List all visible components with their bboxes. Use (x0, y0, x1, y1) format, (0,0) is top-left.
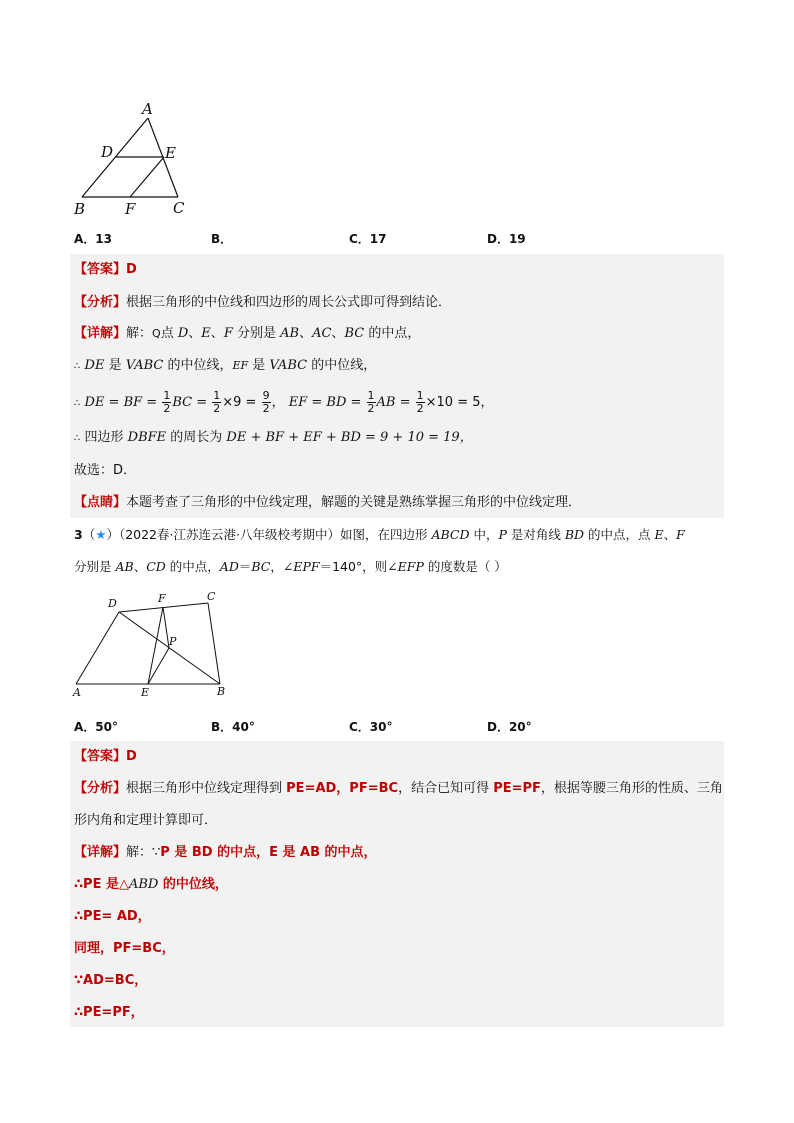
detail-text: 同理，PF=BC， (74, 941, 175, 956)
detail-text: 是 (104, 358, 126, 373)
comment-tag: 【点睛】 (74, 495, 127, 510)
question-text: 、 (663, 527, 677, 542)
q3-analysis-line-1 (74, 779, 723, 799)
detail-tag: 【详解】 (74, 845, 127, 860)
quadrilateral-figure (68, 588, 238, 700)
q2-option-b[interactable]: B． (211, 232, 233, 246)
math-expr: ×10 = 5， (425, 395, 494, 410)
q3-option-c[interactable]: C．30° (349, 720, 393, 734)
detail-text: ∴PE 是△ (74, 877, 129, 892)
math-var: F (223, 326, 233, 341)
label-a: A (142, 100, 153, 118)
q2-detail-line-1 (74, 324, 720, 344)
math-expr: ×9 = (222, 395, 261, 410)
q2-solution-block (70, 254, 724, 518)
analysis-tag: 【分析】 (74, 781, 127, 796)
q3-detail-line-6 (74, 1003, 720, 1023)
analysis-text: 根据三角形中位线定理得到 (126, 781, 287, 796)
q2-comment-line (74, 493, 720, 513)
detail-text: 、 (299, 326, 313, 341)
math-var: VABC (125, 358, 164, 373)
question-text: 中， (469, 527, 499, 542)
q2-answer-line (74, 260, 720, 280)
analysis-text: PE=PF (493, 781, 541, 796)
math-var: DE (84, 358, 105, 373)
seg-ad (76, 612, 119, 684)
detail-text: 分别是 (232, 326, 281, 341)
paren: ） (106, 527, 119, 542)
math-var: D (177, 326, 189, 341)
detail-text: 、 (210, 326, 224, 341)
math-var: DBFE (127, 430, 167, 445)
math-expr: DE + BF + EF + BD = 9 + 10 = 19， (226, 430, 473, 445)
label-b: B (217, 685, 226, 698)
label-e: E (165, 144, 176, 162)
q3-detail-line-3 (74, 907, 720, 927)
detail-text: 是 (248, 358, 270, 373)
q3-answer-line (74, 747, 720, 767)
question-text: ， (270, 559, 283, 574)
q3-detail-line-2 (74, 875, 720, 895)
detail-text: 的中位线， (158, 877, 228, 892)
answer-tag: 【答案】 (74, 749, 127, 764)
question-text: 是对角线 (506, 527, 565, 542)
analysis-tag: 【分析】 (74, 295, 127, 310)
math-var: E (201, 326, 211, 341)
detail-text: ， (271, 395, 285, 410)
math-var: AB (280, 326, 300, 341)
analysis-text: ，根据等腰三角形的性质、三角 (540, 781, 723, 796)
q2-analysis-line (74, 293, 720, 313)
question-text: 的中点，点 (584, 527, 655, 542)
q3-option-d[interactable]: D．20° (487, 720, 532, 734)
detail-tag: 【详解】 (74, 326, 127, 341)
math-expr: BC = (172, 395, 212, 410)
question-text: 的度数是（ ） (423, 559, 507, 574)
math-var: VABC (269, 358, 308, 373)
q3-question-line-1 (74, 525, 685, 545)
question-number: 3 (74, 527, 83, 542)
q2-detail-line-4 (74, 428, 720, 449)
q3-analysis-line-2 (74, 811, 720, 831)
answer-tag: 【答案】 (74, 262, 127, 277)
q3-detail-line-5 (74, 971, 720, 991)
q2-option-c[interactable]: C．17 (349, 232, 387, 246)
fraction: $\frac{1}{2}$ (213, 389, 221, 415)
comment-text: 本题考查了三角形的中位线定理，解题的关键是熟练掌握三角形的中位线定理． (126, 495, 582, 510)
analysis-text: PE=AD，PF=BC (286, 781, 399, 796)
therefore-symbol: ∴ (74, 361, 81, 372)
label-e: E (141, 686, 150, 699)
math-expr: AB = (376, 395, 415, 410)
q3-option-b[interactable]: B．40° (211, 720, 255, 734)
math-var: CD (146, 559, 166, 574)
detail-text: 、 (188, 326, 202, 341)
fraction: $\frac{1}{2}$ (163, 389, 171, 415)
detail-text: 四边形 (84, 430, 128, 445)
fraction: $\frac{1}{2}$ (367, 389, 375, 415)
detail-text: 故选：D． (74, 463, 137, 478)
label-a: A (73, 686, 81, 699)
math-var: BC (344, 326, 365, 341)
question-text: （2022春·江苏连云港·八年级校考期中）如图，在四边形 (118, 527, 432, 542)
math-var: F (676, 527, 685, 542)
detail-text: 点 (160, 326, 178, 341)
detail-symbol: Q (152, 327, 161, 340)
math-var: ∠EFP (387, 559, 424, 574)
label-d: D (101, 143, 114, 161)
analysis-text: 形内角和定理计算即可． (74, 813, 218, 828)
seg-ef (148, 607, 163, 684)
math-var: AB (115, 559, 134, 574)
detail-text: 解：∵ (126, 845, 161, 860)
q3-option-a[interactable]: A．50° (74, 720, 118, 734)
star-icon: ★ (95, 527, 107, 542)
q3-detail-line-1 (74, 843, 720, 863)
analysis-text: ，结合已知可得 (398, 781, 494, 796)
math-var: ABD (128, 877, 159, 892)
question-text: 、 (133, 559, 147, 574)
therefore-symbol: ∴ (74, 433, 81, 444)
detail-text: 的中位线， (163, 358, 233, 373)
answer-value: D (126, 262, 137, 277)
detail-text: 的中点， (364, 326, 421, 341)
detail-text: 的中位线， (307, 358, 377, 373)
detail-text: ∵AD=BC， (74, 973, 148, 988)
label-p: P (169, 635, 177, 648)
question-text: 分别是 (74, 559, 116, 574)
math-var: AC (312, 326, 332, 341)
q2-detail-line-3 (74, 388, 720, 419)
detail-text: 、 (331, 326, 345, 341)
q2-option-a[interactable]: A．13 (74, 232, 112, 246)
q2-option-d[interactable]: D．19 (487, 232, 526, 246)
label-b: B (74, 200, 86, 218)
fraction: $\frac{1}{2}$ (416, 389, 424, 415)
therefore-symbol: ∴ (74, 398, 81, 409)
q3-solution-block (70, 741, 724, 1027)
label-d: D (108, 597, 117, 610)
math-var: ∠EPF (282, 559, 320, 574)
detail-text: 的周长为 (166, 430, 227, 445)
label-f: F (158, 592, 166, 605)
detail-text: P 是 BD 的中点，E 是 AB 的中点， (160, 845, 377, 860)
math-var: BD (564, 527, 585, 542)
math-var: BC (251, 559, 271, 574)
q3-question-line-2 (74, 557, 507, 577)
fraction: $\frac{9}{2}$ (262, 389, 270, 415)
seg-db (119, 612, 220, 684)
triangle-figure (70, 100, 200, 220)
detail-text: ∴PE=PF， (74, 1005, 144, 1020)
label-f: F (125, 200, 136, 218)
math-var: EF (232, 359, 249, 372)
math-var: ABCD (431, 527, 470, 542)
question-text: ＝ (238, 559, 252, 574)
math-expr: DE = BF = (84, 395, 162, 410)
seg-cb (208, 603, 220, 684)
seg-ef (130, 157, 164, 197)
math-expr: EF = BD = (288, 395, 366, 410)
q3-detail-line-4 (74, 939, 720, 959)
paren: （ (82, 527, 96, 542)
question-text: 的中点， (165, 559, 220, 574)
q2-detail-line-2 (74, 356, 720, 377)
label-c: C (173, 199, 185, 217)
analysis-text: 根据三角形的中位线和四边形的周长公式即可得到结论． (126, 295, 452, 310)
detail-text: 解： (126, 326, 153, 341)
math-var: AD (219, 559, 239, 574)
question-text: ＝140°，则 (319, 559, 388, 574)
label-c: C (207, 590, 216, 603)
detail-text: ∴PE= AD， (74, 909, 151, 924)
math-var: E (654, 527, 664, 542)
q2-detail-line-5 (74, 461, 720, 481)
answer-value: D (126, 749, 137, 764)
math-var: P (498, 527, 507, 542)
